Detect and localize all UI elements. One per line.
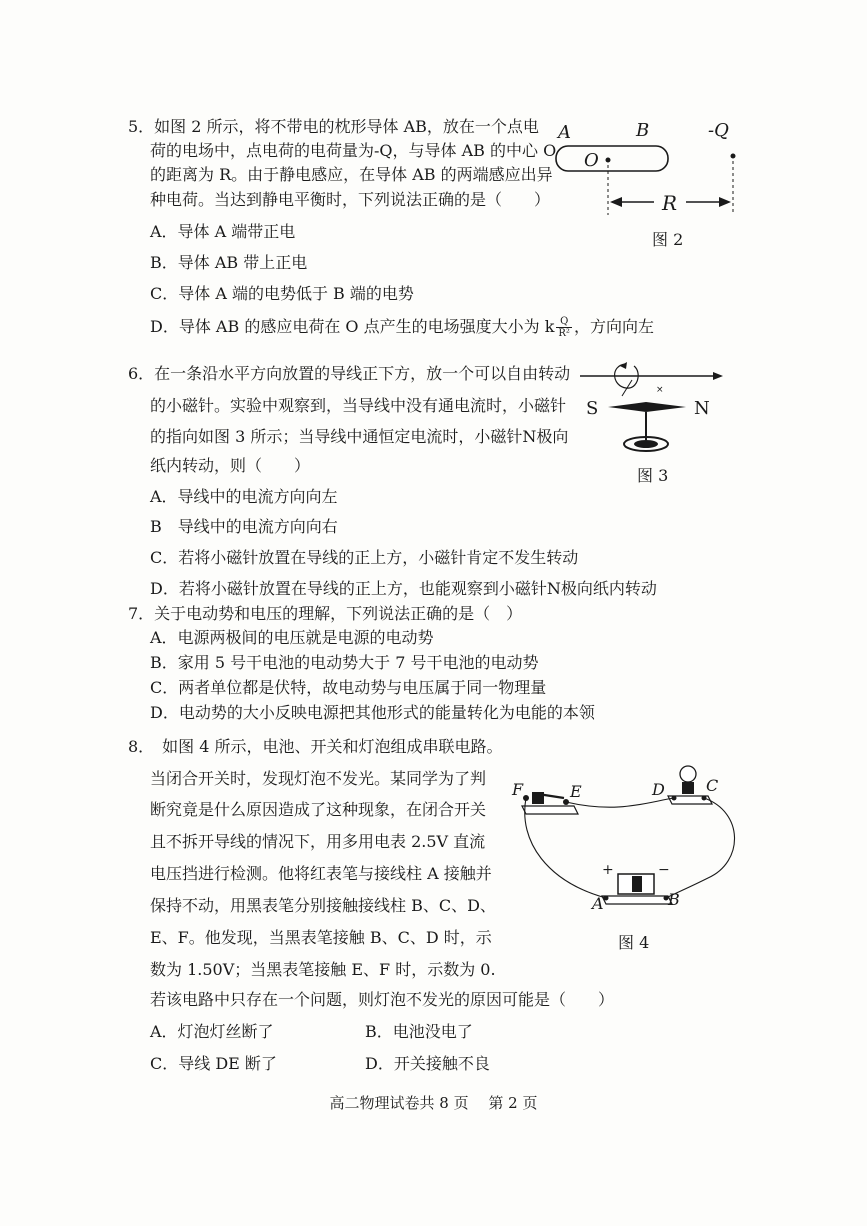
q6-line-1: 6．在一条沿水平方向放置的导线正下方，放一个可以自由转动 [128, 364, 571, 383]
q5-option-b: B．导体 AB 带上正电 [150, 253, 308, 272]
q5-option-d-prefix: D．导体 AB 的感应电荷在 O 点产生的电场强度大小为 k [150, 317, 555, 336]
label-d: D [652, 780, 665, 799]
lamp-bulb [680, 766, 696, 782]
page-footer: 高二物理试卷共 8 页 第 2 页 [329, 1094, 538, 1112]
wire-arrowhead [713, 372, 723, 380]
q8-line-8: 数为 1.50V；当黑表笔接触 E、F 时，示数为 0. [150, 960, 496, 979]
label-r: R [662, 191, 678, 215]
figure-2 [548, 115, 748, 255]
stand-base-inner [634, 440, 658, 448]
q8-option-d: D．开关接触不良 [365, 1054, 490, 1073]
battery-board [602, 896, 672, 904]
rotation-arrowhead [620, 362, 627, 369]
q8-option-b: B．电池没电了 [365, 1022, 473, 1041]
q8-line-6: 保持不动，用黑表笔分别接触接线柱 B、C、D、 [150, 896, 496, 915]
label-plus: + [602, 862, 614, 878]
lamp-socket [682, 782, 694, 794]
q5-frac-denominator: R² [558, 328, 570, 339]
q8-line-9: 若该电路中只存在一个问题，则灯泡不发光的原因可能是（ ） [150, 990, 615, 1009]
q6-line-2: 的小磁针。实验中观察到，当导线中没有通电流时，小磁针 [150, 396, 567, 415]
figure-2-caption: 图 2 [652, 230, 684, 249]
q8-line-7: E、F。他发现，当黑表笔接触 B、C、D 时，示 [150, 928, 492, 947]
q5-option-d-suffix: ，方向向左 [573, 317, 654, 336]
q5-frac-numerator: Q [556, 316, 572, 328]
q6-option-c: C．若将小磁针放置在导线的正上方，小磁针肯定不发生转动 [150, 548, 579, 567]
label-f: F [512, 780, 524, 799]
wire-e-d [566, 798, 674, 807]
q8-line-5: 电压挡进行检测。他将红表笔与接线柱 A 接触并 [150, 864, 492, 883]
q7-option-a: A．电源两极间的电压就是电源的电动势 [150, 628, 434, 647]
q5-line-4: 种电荷。当达到静电平衡时，下列说法正确的是（ ） [150, 190, 551, 209]
r-arrow-left-head [610, 197, 622, 207]
label-b: B [636, 120, 650, 141]
q5-line-3: 的距离为 R。由于静电感应，在导体 AB 的两端感应出异 [150, 165, 553, 184]
q8-line-2: 当闭合开关时，发现灯泡不发光。某同学为了判 [150, 769, 487, 788]
q5-line-2: 荷的电场中，点电荷的电荷量为-Q，与导体 AB 的中心 O [150, 141, 557, 160]
battery-band [632, 876, 642, 892]
q8-line-1: 8． 如图 4 所示，电池、开关和灯泡组成串联电路。 [128, 737, 503, 756]
q5-option-c: C．导体 A 端的电势低于 B 端的电势 [150, 284, 414, 303]
q7-option-b: B．家用 5 号干电池的电动势大于 7 号干电池的电动势 [150, 653, 539, 672]
q5-option-d-fraction [556, 316, 572, 339]
figure-4-caption: 图 4 [618, 933, 650, 952]
label-n: N [694, 398, 710, 419]
pillow-conductor [556, 146, 668, 171]
switch-board [522, 806, 578, 814]
q6-line-3: 的指向如图 3 所示；当导线中通恒定电流时，小磁针N极向 [150, 427, 569, 446]
wire-c-b [666, 798, 735, 898]
label-a: A [558, 122, 571, 143]
label-c: C [706, 776, 719, 795]
q8-option-a: A．灯泡灯丝断了 [150, 1022, 274, 1041]
q6-option-a: A．导线中的电流方向向左 [150, 487, 338, 506]
point-charge [731, 154, 736, 159]
q5-line-1: 5．如图 2 所示，将不带电的枕形导体 AB，放在一个点电 [128, 117, 539, 136]
figure-3 [580, 358, 730, 488]
q6-option-b: B 导线中的电流方向向右 [150, 517, 338, 536]
label-b-battery: B [668, 890, 680, 909]
cross-mark: × [656, 385, 664, 395]
label-minus-q: -Q [708, 120, 729, 141]
label-a-battery: A [592, 894, 604, 913]
q7-line-1: 7．关于电动势和电压的理解，下列说法正确的是（ ） [128, 604, 523, 623]
label-minus: − [658, 862, 670, 878]
q8-line-4: 且不拆开导线的情况下，用多用电表 2.5V 直流 [150, 832, 486, 851]
q6-option-d: D．若将小磁针放置在导线的正上方，也能观察到小磁针N极向纸内转动 [150, 579, 657, 598]
q7-option-d: D．电动势的大小反映电源把其他形式的能量转化为电能的本领 [150, 703, 595, 722]
r-arrow-right-head [719, 197, 731, 207]
q6-line-4: 纸内转动，则（ ） [150, 456, 311, 475]
q8-option-c: C．导线 DE 断了 [150, 1054, 277, 1073]
label-s: S [586, 398, 599, 419]
figure-3-caption: 图 3 [637, 466, 669, 485]
q5-option-a: A．导体 A 端带正电 [150, 222, 296, 241]
q7-option-c: C．两者单位都是伏特，故电动势与电压属于同一物理量 [150, 678, 547, 697]
q8-line-3: 断究竟是什么原因造成了这种现象，在闭合开关 [150, 800, 487, 819]
center-point-o [606, 158, 611, 163]
compass-needle [608, 402, 686, 412]
figure-4 [508, 762, 744, 962]
label-e: E [570, 782, 582, 801]
q5-option-d [150, 316, 654, 339]
label-o: O [584, 150, 599, 171]
